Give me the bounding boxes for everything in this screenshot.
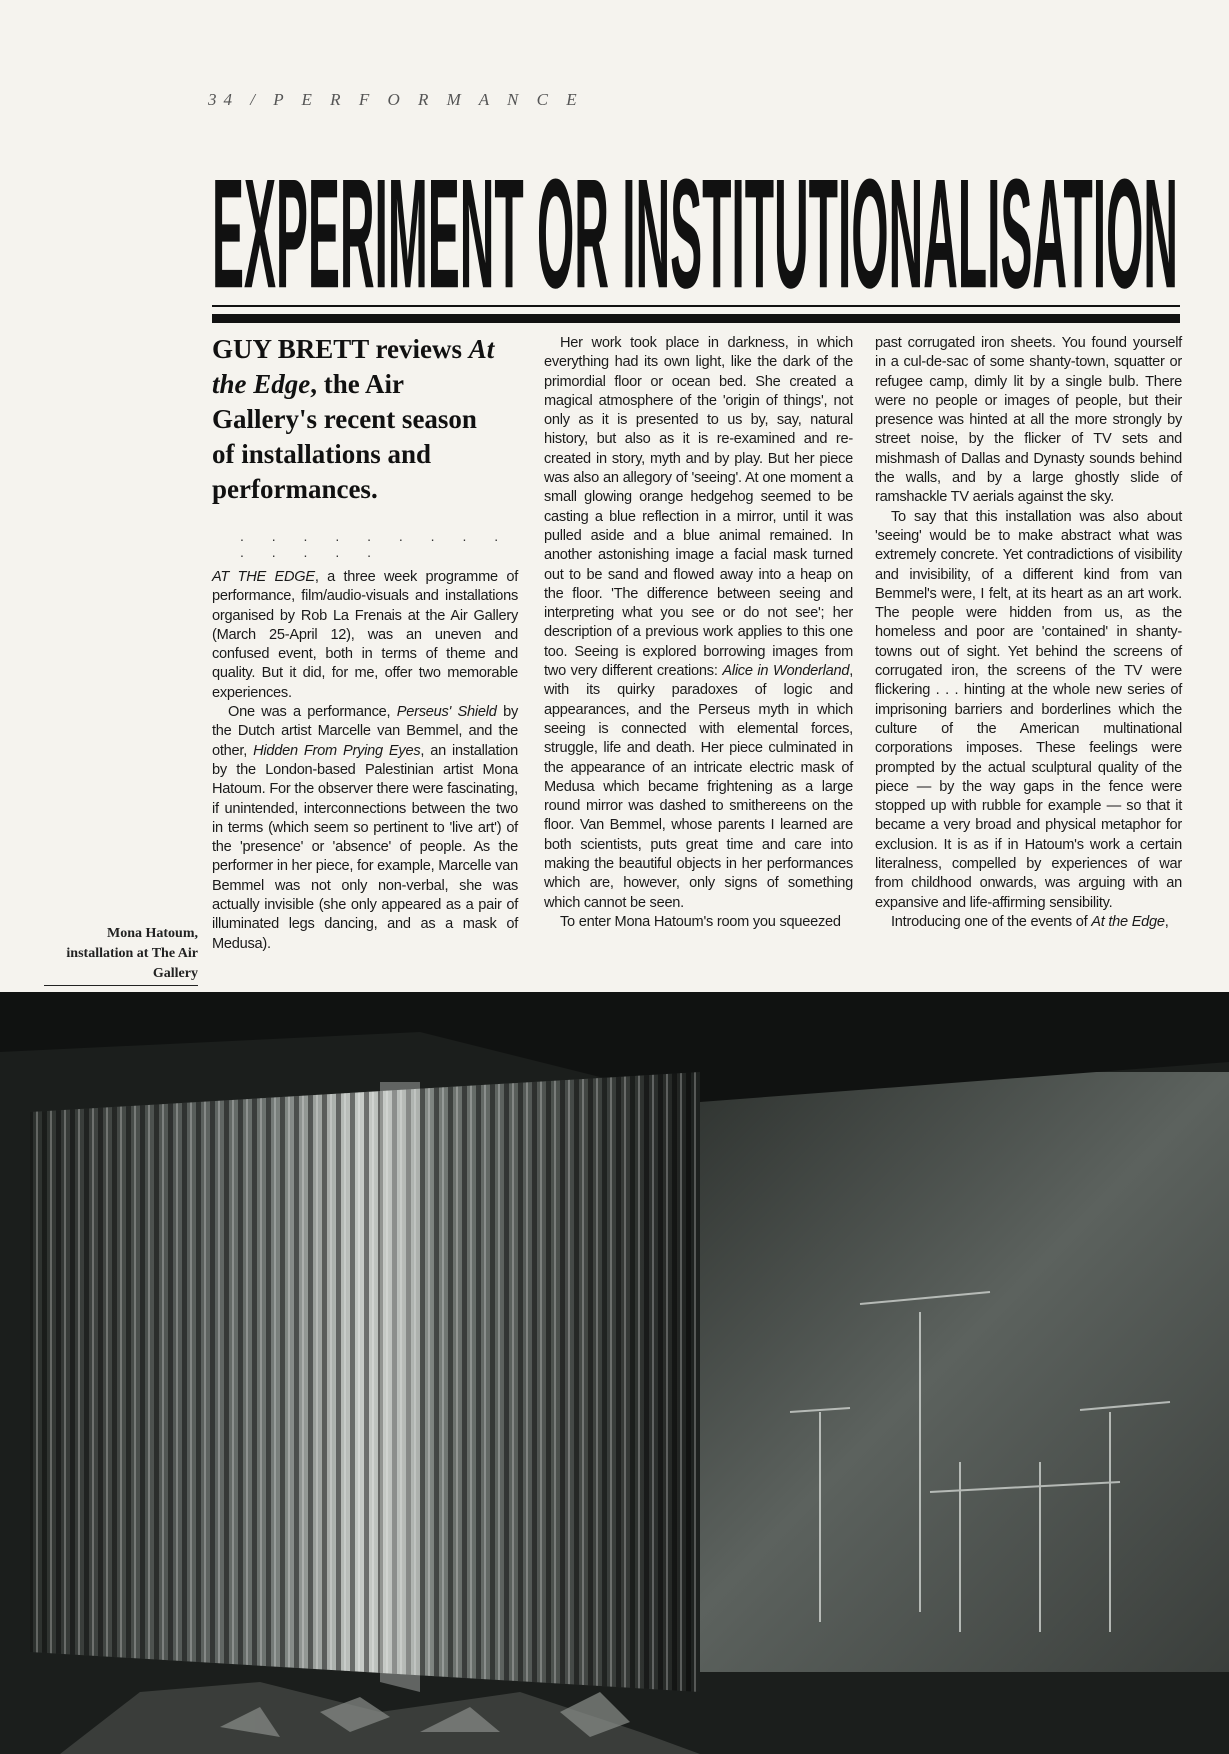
article-column-1 — [212, 568, 518, 954]
standfirst — [212, 332, 502, 507]
paragraph — [875, 334, 1182, 508]
article-column-2 — [544, 334, 853, 932]
paragraph-text: , — [1164, 913, 1169, 930]
paragraph-text: , an installation by the London-based Palestinian artist Mona Hatoum. For the observer there were fascinating, if unintended, interconnections between the two in terms (which seem so pertinent to 'live art') of the 'presence' or 'absence' of people. As the performer in her piece, for example, Marcelle van Bemmel was not only non-verbal, she was actually invisible (she only appeared as a pair of illuminated legs dancing, and as a mask of Medusa). — [212, 742, 518, 952]
paragraph-text: , a three week programme of performance, film/audio-visuals and installations organised by Rob La Frenais at the Air Gallery (March 25-April 12), was an uneven and confused event, both in terms of theme and quality. But it did, for me, offer two memorable experiences. — [212, 569, 518, 701]
paragraph-text: To say that this installation was also about 'seeing' would be to make abstract what was extremely concrete. Yet contradictions of visibility and invisibility, of a different kind from van Bemmel's were, I felt, at its heart as an art work. The people were hidden from us, as the homeless and poor are 'contained' in shanty-towns out of sight. Yet behind the screens of corrugated iron, the screens of the TV were flickering . . . hinting at the whole new series of imprisoning barriers and borderlines which the culture of the American multinational corporations imposes. These feelings were prompted by the actual sculptural quality of the piece — by the way gaps in the fence were stopped up with rubble for example — so that it became a very broad and physical metaphor for exclusion. It is as if in Hatoum's work a certain literalness, compelled by experiences of war from childhood onwards, was arguing with an expansive and life-affirming sensibility. — [875, 508, 1182, 911]
photo-caption: Mona Hatoum, installation at The Air Gallery — [66, 926, 198, 981]
paragraph-text: by the Dutch artist Marcelle van Bemmel, and the other, — [212, 704, 518, 759]
paragraph-text: , with its quirky paradoxes of logic and appearances, and the Perseus myth in which seeing is connected with elemental forces, struggle, life and death. Her piece culminated in the appearance of an intricate electric mask of Medusa which became frightening as a large round mirror was dashed to smithereens on the floor. Van Bemmel, whose parents I learned are both scientists, puts great time and care into making the beautiful objects in her performances which are, however, only signs of something which cannot be seen. — [544, 663, 853, 911]
paragraph-text: Introducing one of the events of — [891, 913, 1092, 930]
paragraph — [875, 913, 1182, 932]
paragraph-text: Her work took place in darkness, in which everything had its own light, like the dark of the primordial floor or ocean bed. She created a magical atmosphere of the 'origin of things', not only as it is presented to us by, say, natural history, but also as it is re-examined and re-created in story, myth and by play. But her piece was also an allegory of 'seeing'. At one moment a small glowing orange hedgehog seemed to be casting a blue reflection in a mirror, until it was pulled aside and a blue animal remained. In another astonishing image a facial mask turned out to be sand and flowed away into a heap on the floor. 'The difference between seeing and interpreting what you see or do not see'; her description of a previous work applies to this one too. Seeing is explored borrowing images from two very different creations: — [544, 335, 853, 680]
standfirst-reviews: reviews — [368, 334, 469, 364]
headline-rule-thin — [212, 305, 1180, 307]
paragraph — [544, 913, 853, 932]
paragraph — [544, 334, 853, 913]
headline-text: EXPERIMENT OR INSTITUTIONALISATION — [212, 146, 1178, 300]
lead-title: AT THE EDGE — [212, 569, 315, 585]
installation-photo — [0, 992, 1229, 1754]
headline — [212, 138, 1180, 300]
standfirst-rest: , the Air Gallery's recent season of installations and performances. — [212, 369, 477, 504]
section-divider: . . . . . . . . . . . . . . — [240, 528, 511, 560]
headline-rule-thick — [212, 314, 1180, 323]
work-title: Alice in Wonderland — [722, 663, 850, 680]
paragraph-text: To enter Mona Hatoum's room you squeezed — [560, 913, 841, 930]
work-title: At the Edge — [1091, 913, 1165, 930]
paragraph — [875, 508, 1182, 913]
article-column-3 — [875, 334, 1182, 932]
work-title: Hidden From Prying Eyes — [253, 742, 421, 759]
paragraph-text: past corrugated iron sheets. You found yourself in a cul-de-sac of some shanty-town, squatter or refugee camp, dimly lit by a single bulb. There were no people or images of people, but their presence was hinted at all the more strongly by street noise, by the flicker of TV sets and mishmash of Dallas and Dynasty sounds behind the walls, and by a large ghostly slide of ramshackle TV aerials against the sky. — [875, 335, 1182, 506]
paragraph-text: One was a performance, — [228, 704, 397, 721]
standfirst-title: At the Edge — [212, 334, 495, 399]
work-title: Perseus' Shield — [396, 704, 497, 721]
page-folio: 34 / P E R F O R M A N C E — [208, 90, 584, 109]
standfirst-author: GUY BRETT — [212, 334, 369, 364]
caption-rule — [44, 985, 198, 986]
paragraph — [212, 703, 518, 954]
paragraph — [212, 568, 518, 703]
installation-photo-image — [0, 992, 1229, 1754]
